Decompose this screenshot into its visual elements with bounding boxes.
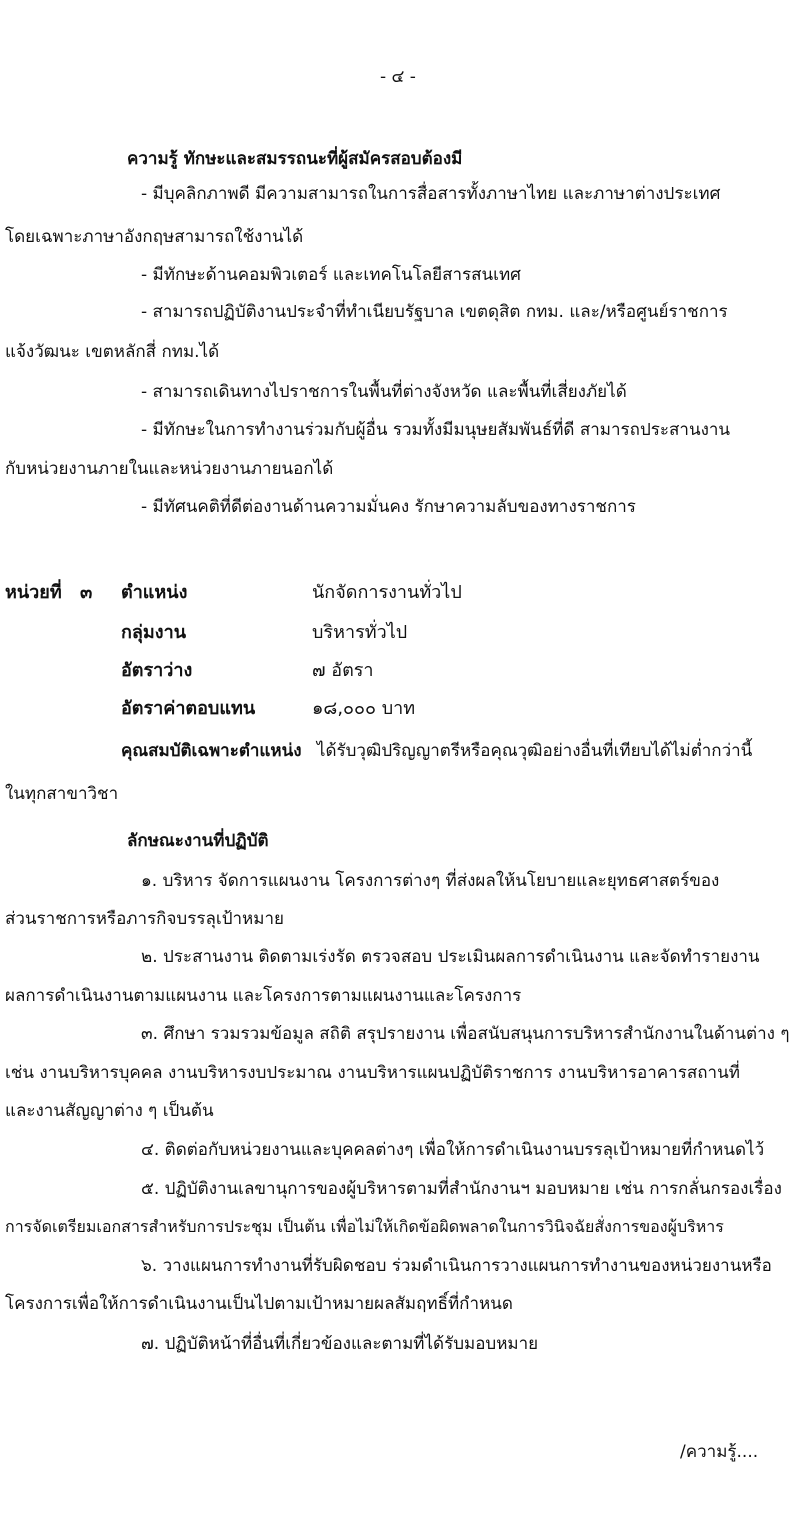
qualification-label: คุณสมบัติเฉพาะตำแหน่ง	[121, 741, 302, 761]
position-value: นักจัดการงานทั่วไป	[312, 582, 462, 603]
continuation-marker: /ความรู้....	[680, 1442, 759, 1462]
duty-line: ส่วนราชการหรือภารกิจบรรลุเป้าหมาย	[5, 909, 284, 929]
position-label: ตำแหน่ง	[121, 582, 188, 603]
skill-line: - มีทัศนคติที่ดีต่องานด้านความมั่นคง รักษาความลับของทางราชการ	[141, 497, 636, 517]
salary-label: อัตราค่าตอบแทน	[121, 698, 256, 719]
skill-line: - สามารถเดินทางไปราชการในพื้นที่ต่างจังหวัด และพื้นที่เสี่ยงภัยได้	[141, 382, 627, 402]
qualification-line	[121, 740, 752, 762]
vacancy-label: อัตราว่าง	[121, 660, 193, 681]
skill-line: โดยเฉพาะภาษาอังกฤษสามารถใช้งานได้	[5, 227, 304, 247]
group-label: กลุ่มงาน	[121, 622, 186, 643]
skill-line: แจ้งวัฒนะ เขตหลักสี่ กทม.ได้	[5, 342, 220, 362]
skill-line: - สามารถปฏิบัติงานประจำที่ทำเนียบรัฐบาล เขตดุสิต กทม. และ/หรือศูนย์ราชการ	[141, 302, 728, 322]
duty-line: โครงการเพื่อให้การดำเนินงานเป็นไปตามเป้าหมายผลสัมฤทธิ์ที่กำหนด	[5, 1294, 513, 1314]
duty-line: ๑. บริหาร จัดการแผนงาน โครงการต่างๆ ที่ส่งผลให้นโยบายและยุทธศาสตร์ของ	[141, 871, 720, 891]
duty-line: ๒. ประสานงาน ติดตามเร่งรัด ตรวจสอบ ประเมินผลการดำเนินงาน และจัดทำรายงาน	[141, 947, 760, 967]
duty-line: ๓. ศึกษา รวมรวมข้อมูล สถิติ สรุปรายงาน เพื่อสนับสนุนการบริหารสำนักงานในด้านต่าง ๆ	[141, 1024, 790, 1044]
skill-line: - มีบุคลิกภาพดี มีความสามารถในการสื่อสารทั้งภาษาไทย และภาษาต่างประเทศ	[141, 184, 721, 204]
unit-label: หน่วยที่	[5, 582, 62, 603]
duty-line: ผลการดำเนินงานตามแผนงาน และโครงการตามแผนงานและโครงการ	[5, 986, 522, 1006]
duties-heading: ลักษณะงานที่ปฏิบัติ	[127, 831, 269, 851]
skill-line: กับหน่วยงานภายในและหน่วยงานภายนอกได้	[5, 459, 334, 479]
skill-line: - มีทักษะในการทำงานร่วมกับผู้อื่น รวมทั้งมีมนุษยสัมพันธ์ที่ดี สามารถประสานงาน	[141, 420, 731, 440]
duty-line: และงานสัญญาต่าง ๆ เป็นต้น	[5, 1101, 214, 1121]
qualification-text: ได้รับวุฒิปริญญาตรีหรือคุณวุฒิอย่างอื่นที่เทียบได้ไม่ต่ำกว่านี้	[316, 741, 753, 761]
duty-line: ๗. ปฏิบัติหน้าที่อื่นที่เกี่ยวข้องและตามที่ได้รับมอบหมาย	[141, 1334, 539, 1354]
group-value: บริหารทั่วไป	[312, 622, 408, 643]
skill-line: - มีทักษะด้านคอมพิวเตอร์ และเทคโนโลยีสารสนเทศ	[141, 265, 521, 285]
duty-line: การจัดเตรียมเอกสารสำหรับการประชุม เป็นต้น เพื่อไม่ให้เกิดข้อผิดพลาดในการวินิจฉัยสั่งการของผู้บริหาร	[5, 1217, 724, 1236]
duty-line: เช่น งานบริหารบุคคล งานบริหารงบประมาณ งานบริหารแผนปฏิบัติราชการ งานบริหารอาคารสถานที่	[5, 1063, 740, 1083]
vacancy-value: ๗ อัตรา	[312, 660, 374, 681]
salary-value: ๑๘,๐๐๐ บาท	[312, 698, 416, 719]
knowledge-skills-heading: ความรู้ ทักษะและสมรรถนะที่ผู้สมัครสอบต้องมี	[127, 149, 463, 169]
qualification-text-continued: ในทุกสาขาวิชา	[5, 784, 119, 804]
duty-line: ๖. วางแผนการทำงานที่รับผิดชอบ ร่วมดำเนินการวางแผนการทำงานของหน่วยงานหรือ	[141, 1256, 772, 1276]
duty-line: ๕. ปฏิบัติงานเลขานุการของผู้บริหารตามที่สำนักงานฯ มอบหมาย เช่น การกลั่นกรองเรื่อง	[141, 1179, 782, 1199]
page-number: - ๔ -	[380, 67, 416, 87]
unit-number: ๓	[80, 582, 93, 603]
duty-line: ๔. ติดต่อกับหน่วยงานและบุคคลต่างๆ เพื่อให้การดำเนินงานบรรลุเป้าหมายที่กำหนดไว้	[141, 1140, 765, 1160]
